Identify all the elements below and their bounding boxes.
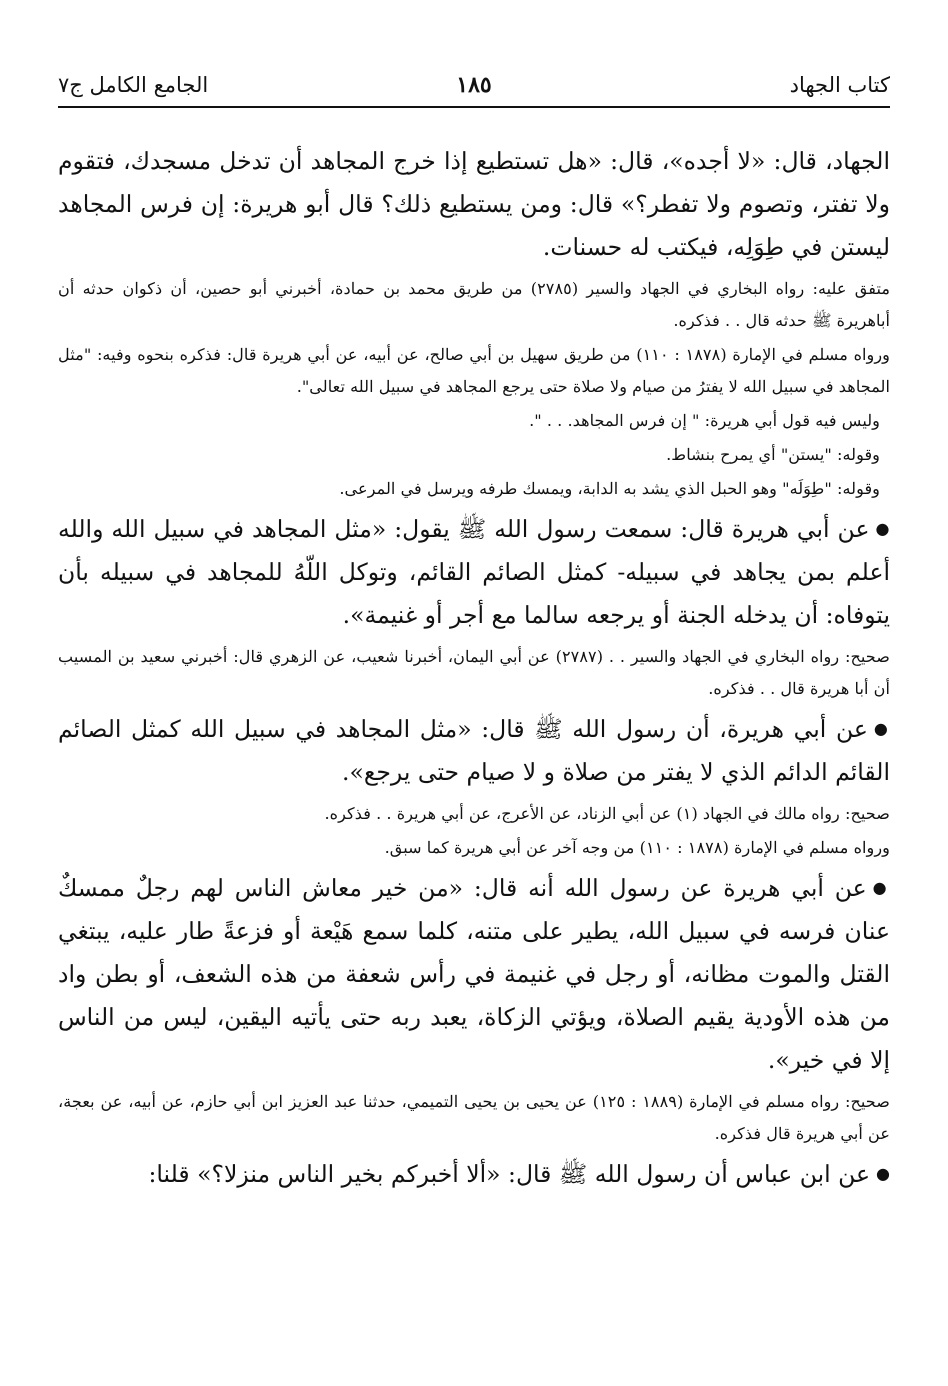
page-number: ١٨٥ <box>456 72 492 98</box>
footnote-paragraph <box>58 439 890 471</box>
paragraph-text: ورواه مسلم في الإمارة (١٨٧٨ : ١١٠) من وجه آخر عن أبي هريرة كما سبق. <box>384 838 890 857</box>
footnote-paragraph <box>58 273 890 337</box>
book-title: الجامع الكامل ج٧ <box>58 73 209 97</box>
paragraph-text: عن أبي هريرة عن رسول الله أنه قال: «من خير معاش الناس لهم رجلٌ ممسكٌ عنان فرسه في سبيل الله، يطير على متنه، كلما سمع هَيْعة أو فزعةً طار عليه، يبتغي القتل والموت مظانه، أو رجل في غنيمة في رأس شعفة من هذه الشعف، أو بطن واد من هذه الأودية يقيم الصلاة، ويؤتي الزكاة، يعبد ربه حتى يأتيه اليقين، ليس من الناس إلا في خير». <box>58 874 890 1074</box>
paragraph-text: عن ابن عباس أن رسول الله ﷺ قال: «ألا أخبركم بخير الناس منزلا؟» قلنا: <box>148 1160 871 1188</box>
hadith-paragraph <box>58 1152 890 1196</box>
footnote-paragraph <box>58 1086 890 1150</box>
bullet-icon: ● <box>876 1164 890 1183</box>
page-body <box>58 140 890 1200</box>
paragraph-text: صحيح: رواه مالك في الجهاد (١) عن أبي الزناد، عن الأعرج، عن أبي هريرة . . فذكره. <box>324 804 890 823</box>
paragraph-text: وقوله: "يستن" أي يمرح بنشاط. <box>666 445 880 464</box>
footnote-paragraph <box>58 473 890 505</box>
hadith-paragraph <box>58 140 890 269</box>
footnote-paragraph <box>58 405 890 437</box>
hadith-paragraph <box>58 707 890 794</box>
paragraph-text: صحيح: رواه البخاري في الجهاد والسير . . (٢٧٨٧) عن أبي اليمان، أخبرنا شعيب، عن الزهري قال: أخبرني سعيد بن المسيب أن أبا هريرة قال . . فذكره. <box>58 647 890 698</box>
page-header <box>58 62 890 108</box>
paragraph-text: عن أبي هريرة، أن رسول الله ﷺ قال: «مثل المجاهد في سبيل الله كمثل الصائم القائم الدائم الذي لا يفتر من صلاة و لا صيام حتى يرجع». <box>58 715 890 786</box>
paragraph-text: ورواه مسلم في الإمارة (١٨٧٨ : ١١٠) من طريق سهيل بن أبي صالح، عن أبيه، عن أبي هريرة قال: فذكره بنحوه وفيه: "مثل المجاهد في سبيل الله لا يفترُ من صيام ولا صلاة حتى يرجع المجاهد في سبيل الله تعالى". <box>58 345 890 396</box>
chapter-title: كتاب الجهاد <box>789 73 890 97</box>
footnote-paragraph <box>58 798 890 830</box>
paragraph-text: صحيح: رواه مسلم في الإمارة (١٨٨٩ : ١٢٥) عن يحيى بن يحيى التميمي، حدثنا عبد العزيز ابن أبي حازم، عن أبيه، عن بعجة، عن أبي هريرة قال فذكره. <box>58 1092 890 1143</box>
hadith-paragraph <box>58 507 890 637</box>
paragraph-text: متفق عليه: رواه البخاري في الجهاد والسير (٢٧٨٥) من طريق محمد بن حمادة، أخبرني أبو حصين، أن ذكوان حدثه أن أباهريرة ﷺ حدثه قال . . فذكره. <box>58 279 891 330</box>
footnote-paragraph <box>58 641 890 705</box>
paragraph-text: الجهاد، قال: «لا أجده»، قال: «هل تستطيع إذا خرج المجاهد أن تدخل مسجدك، فتقوم ولا تفتر، وتصوم ولا تفطر؟» قال: ومن يستطيع ذلك؟ قال أبو هريرة: إن فرس المجاهد ليستن في طِوَلِه، فيكتب له حسنات. <box>58 147 890 261</box>
bullet-icon: ● <box>873 719 890 738</box>
hadith-paragraph <box>58 866 890 1082</box>
paragraph-text: وليس فيه قول أبي هريرة: " إن فرس المجاهد. . . ". <box>529 411 880 430</box>
bullet-icon: ● <box>872 878 890 897</box>
footnote-paragraph <box>58 339 890 403</box>
bullet-icon: ● <box>875 519 890 538</box>
paragraph-text: وقوله: "طِوَلَه" وهو الحبل الذي يشد به الدابة، ويمسك طرفه ويرسل في المرعى. <box>339 479 880 498</box>
paragraph-text: عن أبي هريرة قال: سمعت رسول الله ﷺ يقول: «مثل المجاهد في سبيل الله والله أعلم بمن يجاهد في سبيله- كمثل الصائم القائم، وتوكل اللّهُ للمجاهد في سبيله بأن يتوفاه: أن يدخله الجنة أو يرجعه سالما مع أجر أو غنيمة». <box>58 515 890 629</box>
footnote-paragraph <box>58 832 890 864</box>
